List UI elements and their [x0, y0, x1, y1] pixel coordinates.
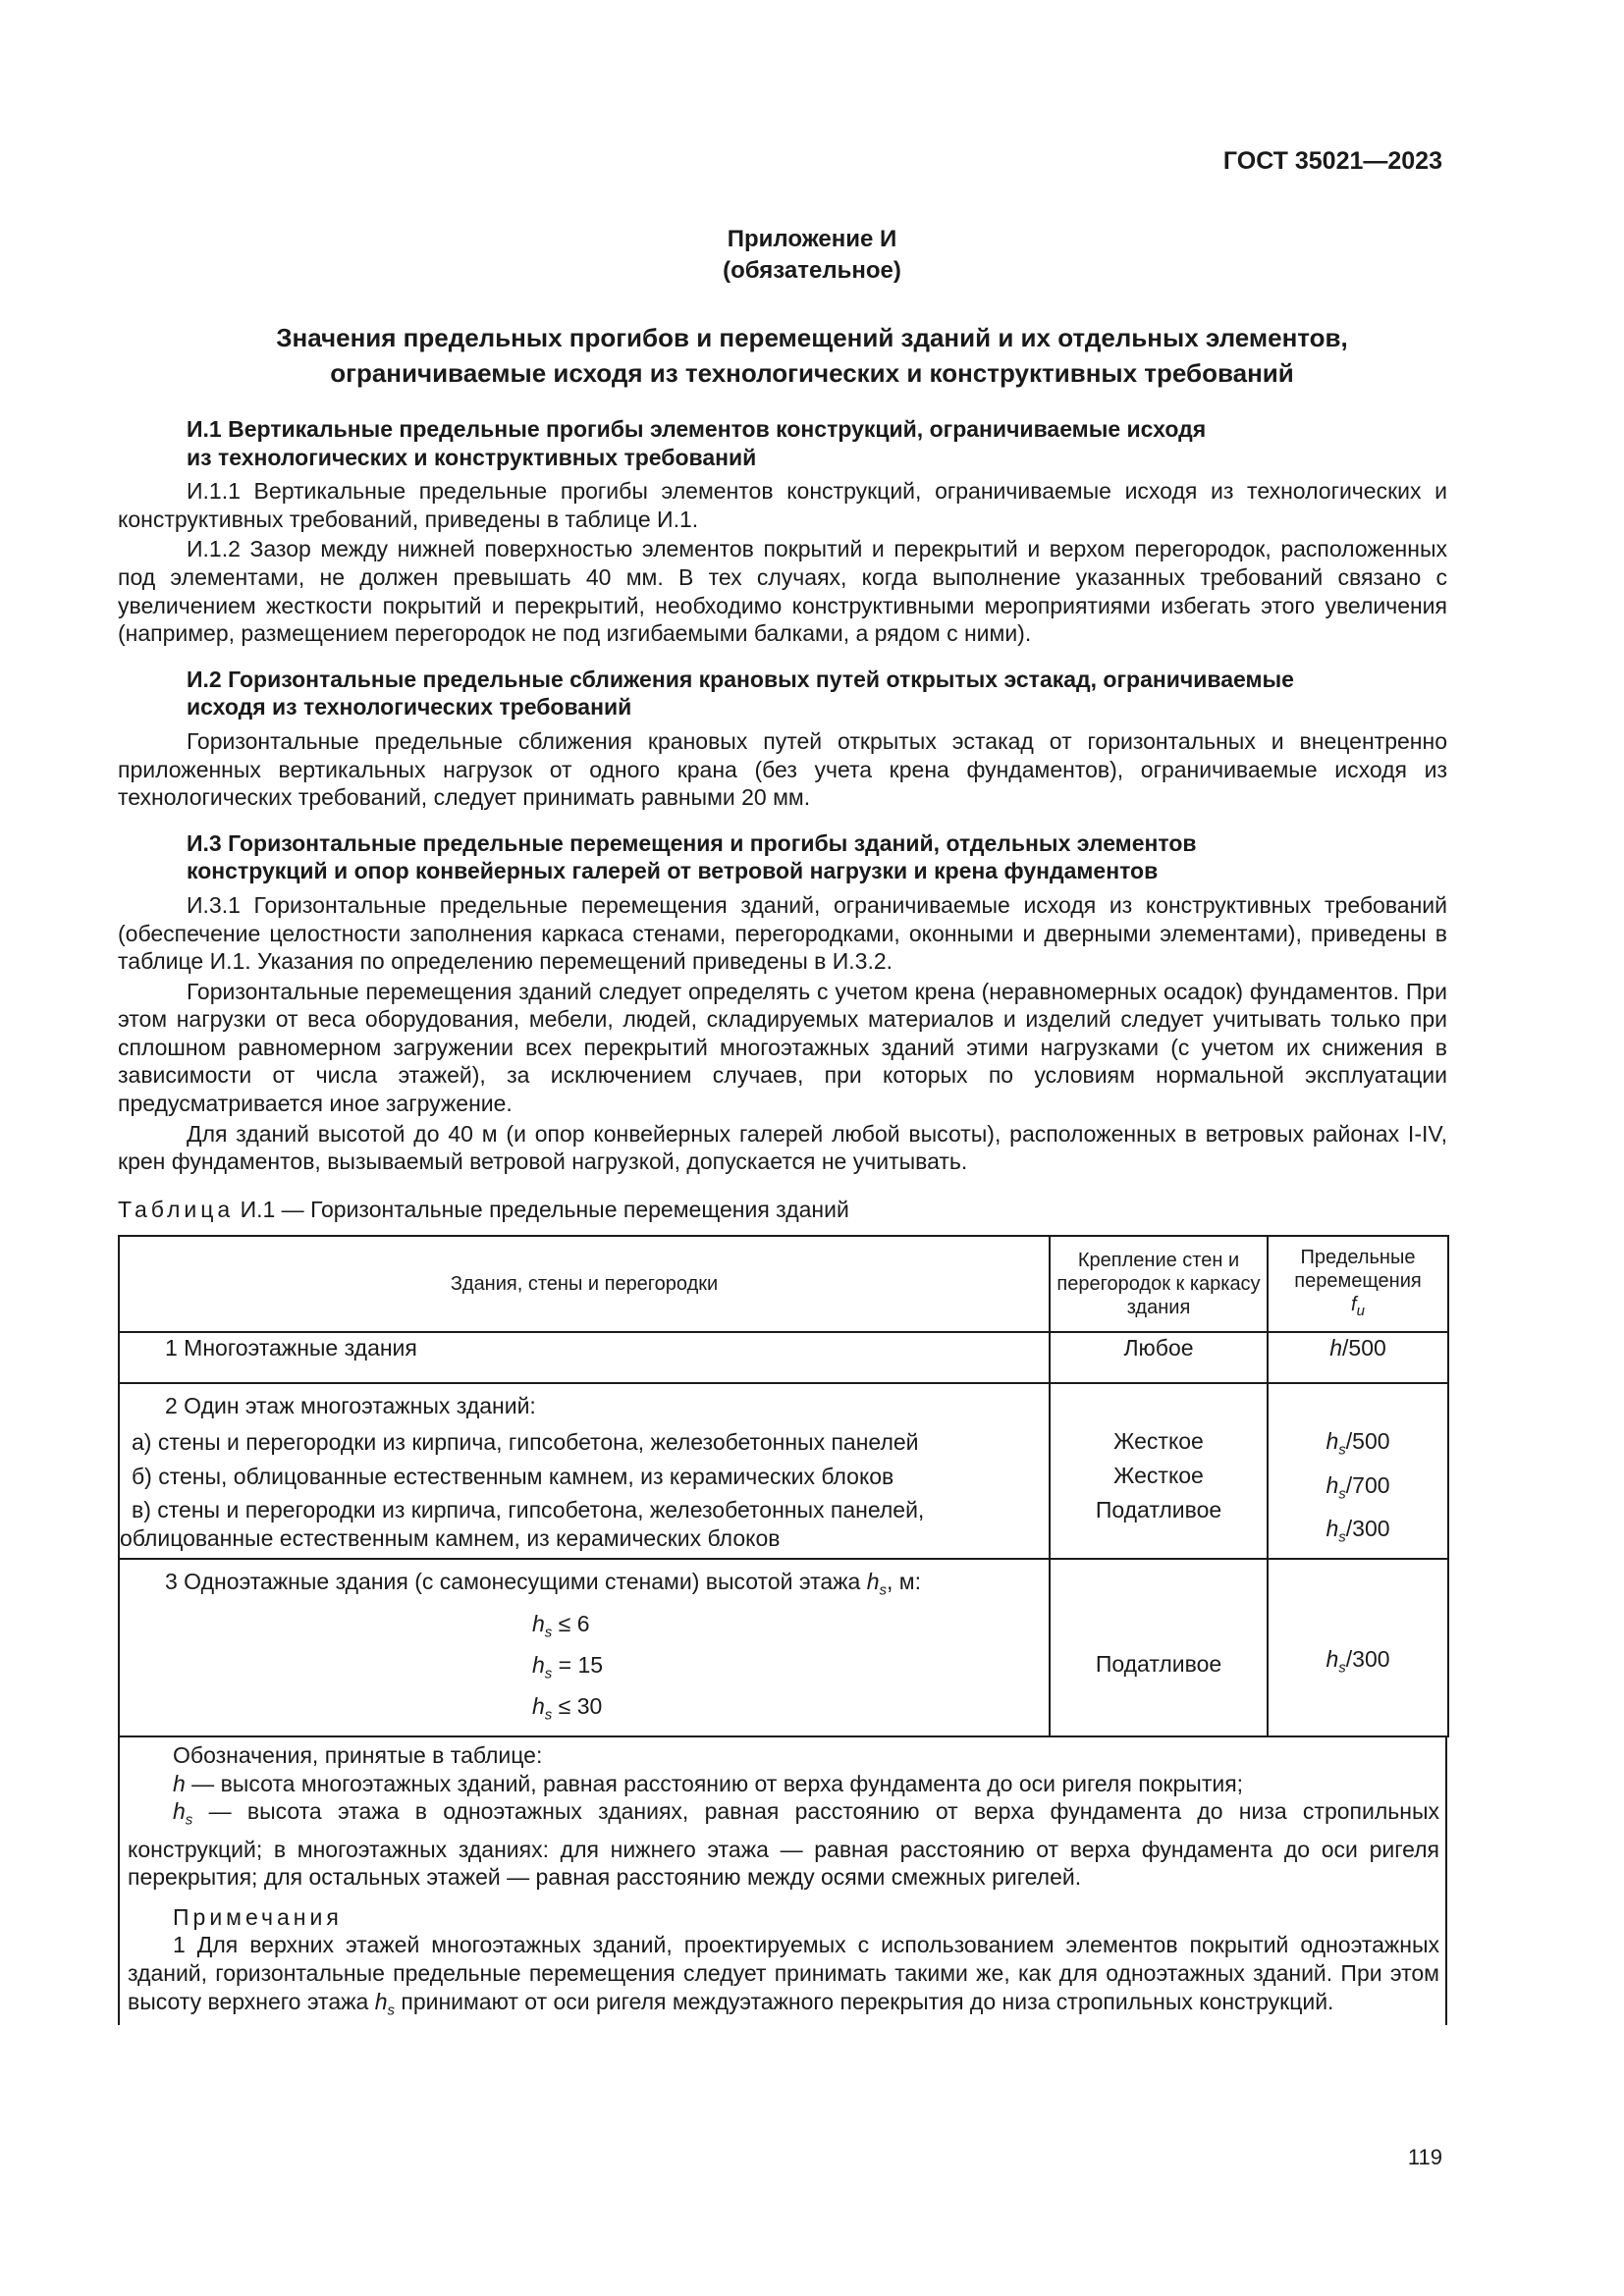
table-caption-label: Таблица	[118, 1196, 235, 1222]
row2-fixing-c: Податливое	[1095, 1496, 1222, 1522]
section-heading-i3	[118, 829, 1447, 885]
row3-height-3-value: ≤ 30	[552, 1692, 603, 1719]
section-heading-i3-line-2: конструкций и опор конвейерных галерей от ветровой нагрузки и крена фундаментов	[187, 858, 1159, 884]
row2-limit-c-value: /300	[1345, 1515, 1390, 1541]
row1-limit-var: h	[1329, 1335, 1343, 1362]
symbol-h: h	[532, 1651, 545, 1678]
notation-hs-text: — высота этажа в одноэтажных зданиях, равная расстоянию от верха фундамента до низа стропильных конструкций; в многоэтажных зданиях: для нижнего этажа — равная расстоянию от верха фундамента до оси ригеля перекрытия; для остальных этажей — равная расстоянию между осями смежных ригелей.	[128, 1798, 1439, 1891]
row2-item-a: а) стены и перегородки из кирпича, гипсобетона, железобетонных панелей	[132, 1429, 919, 1456]
note-1	[128, 1931, 1439, 2024]
row1-limit	[1268, 1332, 1448, 1383]
symbol-s: s	[544, 1624, 553, 1641]
section-heading-i1-line-1: И.1 Вертикальные предельные прогибы элементов конструкций, ограничиваемые исходя	[187, 416, 1207, 442]
symbol-u: u	[1356, 1302, 1365, 1319]
symbol-s: s	[544, 1706, 553, 1724]
symbol-s: s	[544, 1665, 553, 1682]
section-heading-i2-line-1: И.2 Горизонтальные предельные сближения крановых путей открытых эстакад, ограничиваемые	[187, 666, 1294, 692]
header-limit	[1268, 1236, 1448, 1332]
notation-hs	[128, 1797, 1439, 1891]
row3-heading-text: 3 Одноэтажные здания (с самонесущими стенами) высотой этажа	[165, 1569, 861, 1595]
row3-limit-value: /300	[1345, 1646, 1390, 1673]
row2-item-c-line-2: облицованные естественным камнем, из керамических блоков	[120, 1524, 781, 1551]
row3-heading	[132, 1568, 1041, 1605]
row3-limit	[1268, 1559, 1448, 1736]
row2-limit-a	[1270, 1427, 1446, 1465]
row2-limit-b	[1270, 1471, 1446, 1509]
row2-label	[119, 1383, 1050, 1559]
document-title	[147, 320, 1477, 391]
row3-height-1	[132, 1610, 1041, 1647]
notes-title: Примечания	[173, 1903, 343, 1930]
displacement-table	[118, 1235, 1449, 1737]
symbol-s: s	[387, 2002, 395, 2019]
notation-title: Обозначения, принятые в таблице:	[173, 1742, 543, 1769]
paragraph-i3-3: Для зданий высотой до 40 м (и опор конвейерных галерей любой высоты), расположенных в ветровых районах I-IV, крен фундаментов, вызываемый ветровой нагрузкой, допускается не учитывать.	[118, 1120, 1447, 1175]
symbol-s: s	[1338, 1442, 1346, 1460]
symbol-f: f	[1351, 1293, 1357, 1315]
paragraph-i1-2: И.1.2 Зазор между нижней поверхностью элементов покрытий и перекрытий и верхом перегородок, расположенных под элементами, не должен превышать 40 мм. В тех случаях, когда выполнение указанных требований связано с увеличением жесткости покрытий и перекрытий, необходимо конструктивными мероприятиями избегать этого увеличения (например, размещением перегородок не под изгибаемыми балками, а рядом с ними).	[118, 536, 1447, 647]
standard-number: ГОСТ 35021—2023	[1222, 147, 1442, 175]
table-footnotes	[118, 1737, 1447, 2025]
notation-h-text: — высота многоэтажных зданий, равная расстоянию от верха фундамента до оси ригеля покрытия;	[185, 1770, 1244, 1796]
paragraph-i3-2: Горизонтальные перемещения зданий следует определять с учетом крена (неравномерных осадок) фундаментов. При этом нагрузки от веса оборудования, мебели, людей, складируемых материалов и изделий следует учитывать только при сплошном равномерном загружении всех перекрытий многоэтажных зданий этими нагрузками (с учетом их снижения в зависимости от числа этажей), за исключением случаев, при которых по условиям нормальной эксплуатации предусматривается иное загружение.	[118, 978, 1447, 1117]
symbol-s: s	[1338, 1528, 1346, 1546]
header-fixing: Крепление стен и перегородок к каркасу здания	[1050, 1236, 1268, 1332]
row3-height-2	[132, 1651, 1041, 1688]
symbol-s: s	[185, 1811, 193, 1829]
row2-item-c-line-1: в) стены и перегородки из кирпича, гипсобетона, железобетонных панелей,	[132, 1497, 925, 1523]
note-1-text-a: 1 Для верхних этажей многоэтажных зданий, проектируемых с использованием элементов покрытий одноэтажных зданий, горизонтальные предельные перемещения следует принимать такими же, как для одноэтажных зданий. При этом высоту верхнего этажа	[128, 1932, 1439, 2014]
section-heading-i2	[118, 666, 1447, 721]
symbol-h: h	[1326, 1428, 1339, 1455]
paragraph-i3-1: И.3.1 Горизонтальные предельные перемещения зданий, ограничиваемые исходя из конструктивных требований (обеспечение целостности заполнения каркаса стенами, перегородками, оконными и дверными элементами), приведены в таблице И.1. Указания по определению перемещений приведены в И.3.2.	[118, 891, 1447, 975]
symbol-h: h	[173, 1798, 186, 1825]
symbol-s: s	[1338, 1659, 1346, 1677]
paragraph-i1-1: И.1.1 Вертикальные предельные прогибы элементов конструкций, ограничиваемые исходя из технологических и конструктивных требований, приведены в таблице И.1.	[118, 478, 1447, 532]
annex-status: (обязательное)	[723, 257, 901, 284]
row2-limit-c	[1270, 1515, 1446, 1552]
annex-title: Приложение И	[727, 226, 897, 252]
note-1-text-b: принимают от оси ригеля междуэтажного перекрытия до низа стропильных конструкций.	[401, 1988, 1334, 2014]
annex-heading	[0, 224, 1624, 287]
table-caption-title: И.1 — Горизонтальные предельные перемещения зданий	[240, 1196, 849, 1222]
symbol-s: s	[1338, 1485, 1346, 1503]
row2-fixing	[1050, 1383, 1268, 1559]
row3-height-1-value: ≤ 6	[552, 1610, 590, 1636]
symbol-h: h	[173, 1770, 186, 1796]
symbol-s: s	[879, 1582, 888, 1599]
notation-h	[128, 1770, 1439, 1798]
row3-height-2-value: = 15	[552, 1651, 604, 1678]
page-number: 119	[1407, 2145, 1442, 2169]
section-heading-i1	[118, 415, 1447, 471]
symbol-h: h	[532, 1610, 545, 1636]
header-limit-symbol	[1274, 1293, 1441, 1323]
table-row	[119, 1383, 1448, 1559]
symbol-h: h	[866, 1569, 880, 1595]
row3-fixing: Податливое	[1050, 1559, 1268, 1736]
row1-limit-value: /500	[1342, 1335, 1386, 1362]
row3-heading-unit: , м:	[887, 1569, 921, 1595]
table-row	[119, 1332, 1448, 1383]
symbol-h: h	[1326, 1471, 1339, 1498]
row2-limit	[1268, 1383, 1448, 1559]
symbol-h: h	[532, 1692, 545, 1719]
document-title-line-2: ограничиваемые исходя из технологических и конструктивных требований	[330, 358, 1294, 388]
row2-limit-a-value: /500	[1345, 1428, 1390, 1455]
table-caption	[118, 1196, 1447, 1224]
header-limit-label: Предельные перемещения	[1294, 1246, 1422, 1292]
document-title-line-1: Значения предельных прогибов и перемещений зданий и их отдельных элементов,	[276, 323, 1348, 352]
symbol-h: h	[1326, 1646, 1339, 1673]
main-content	[118, 415, 1447, 2025]
table-header-row	[119, 1236, 1448, 1332]
row3-height-3	[132, 1692, 1041, 1730]
paragraph-i2-1: Горизонтальные предельные сближения крановых путей открытых эстакад от горизонтальных и внецентренно приложенных вертикальных нагрузок от одного крана (без учета крена фундаментов), ограничиваемые исходя из технологических требований, следует принимать равными 20 мм.	[118, 727, 1447, 811]
row2-heading: 2 Один этаж многоэтажных зданий:	[165, 1393, 536, 1419]
row2-item-b: б) стены, облицованные естественным камнем, из керамических блоков	[132, 1463, 894, 1489]
table-row	[119, 1559, 1448, 1736]
row2-fixing-b: Жесткое	[1113, 1463, 1204, 1489]
row1-label: 1 Многоэтажные здания	[119, 1332, 1050, 1383]
row2-limit-b-value: /700	[1345, 1471, 1390, 1498]
row2-fixing-a: Жесткое	[1113, 1428, 1204, 1455]
row1-fixing: Любое	[1050, 1332, 1268, 1383]
symbol-h: h	[1326, 1515, 1339, 1541]
section-heading-i2-line-2: исходя из технологических требований	[187, 694, 632, 721]
row3-label	[119, 1559, 1050, 1736]
header-buildings: Здания, стены и перегородки	[119, 1236, 1050, 1332]
section-heading-i1-line-2: из технологических и конструктивных требований	[187, 444, 757, 470]
section-heading-i3-line-1: И.3 Горизонтальные предельные перемещения и прогибы зданий, отдельных элементов	[187, 829, 1197, 856]
symbol-h: h	[374, 1988, 388, 2014]
